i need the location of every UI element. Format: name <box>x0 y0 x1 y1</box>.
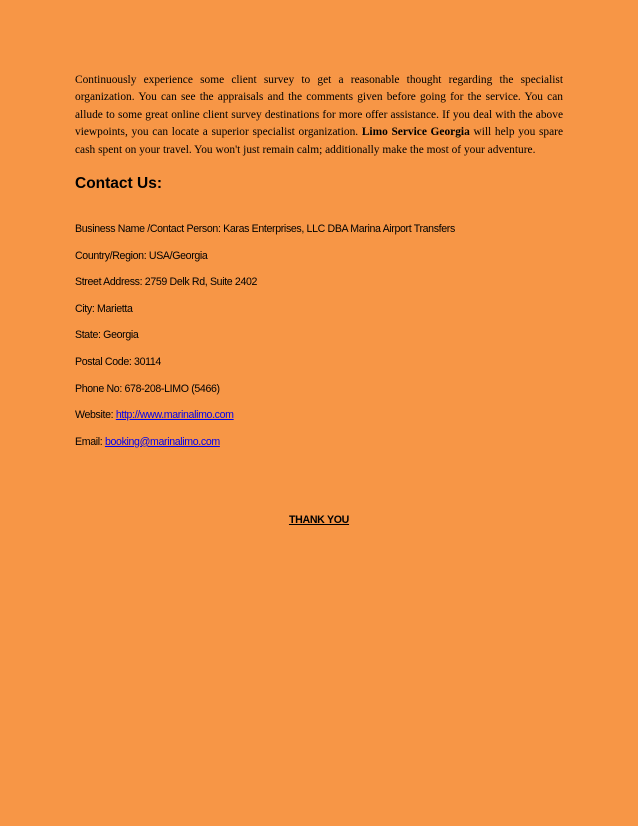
intro-bold-link-text: Limo Service Georgia <box>361 126 470 139</box>
thank-you-text: THANK YOU <box>288 514 350 526</box>
phone-line: Phone No: 678-208-LIMO (5466) <box>75 382 220 395</box>
postal-code-line: Postal Code: 30114 <box>75 355 161 368</box>
business-name-line: Business Name /Contact Person: Karas Enterprises, LLC DBA Marina Airport Transfers <box>75 223 455 235</box>
website-link[interactable]: http://www.marinalimo.com <box>115 409 234 422</box>
contact-list <box>75 222 563 461</box>
document-page <box>75 72 564 526</box>
email-line <box>75 435 563 462</box>
contact-heading: Contact Us: <box>75 175 162 192</box>
intro-text-after: will help you spare cash spent on your travel. You won't just remain calm; additionally make the most of your adventure. <box>75 126 564 156</box>
intro-paragraph <box>75 72 563 159</box>
email-label: Email: <box>75 435 105 448</box>
intro-text-before: Continuously experience some client survey to get a reasonable thought regarding the specialist organization. You can see the appraisals and the comments given before going for the service. You can allude to some great online client survey destinations for more offer assistance. If you deal with the above viewpoints, you can locate a superior specialist organization. <box>75 74 563 139</box>
email-link[interactable]: booking@marinalimo.com <box>104 435 220 448</box>
website-label: Website: <box>75 409 116 422</box>
website-line <box>75 408 563 435</box>
state-line: State: Georgia <box>75 329 139 342</box>
street-address-line: Street Address: 2759 Delk Rd, Suite 2402 <box>75 276 258 289</box>
country-line: Country/Region: USA/Georgia <box>75 249 208 262</box>
city-line: City: Marietta <box>75 302 133 315</box>
